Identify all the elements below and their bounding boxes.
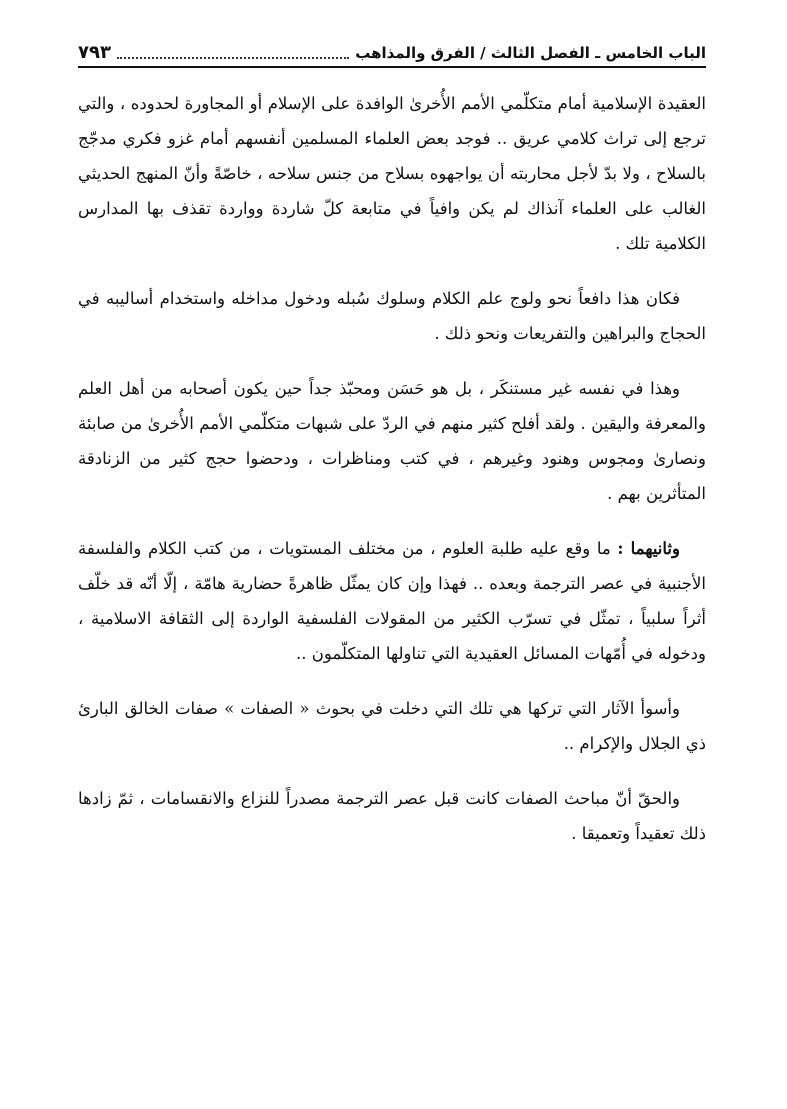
paragraph-5 bbox=[78, 691, 706, 761]
paragraph-text: وأسوأ الآثار التي تركها هي تلك التي دخلت في بحوث « الصفات » صفات الخالق البارئ ذي الجلال والإكرام .. bbox=[78, 699, 706, 753]
paragraph-text: فكان هذا دافعاً نحو ولوج علم الكلام وسلوك سُبله ودخول مداخله واستخدام أساليبه في الحجاج والبراهين والتفريعات ونحو ذلك . bbox=[78, 289, 706, 343]
paragraph-text: ما وقع عليه طلبة العلوم ، من مختلف المستويات ، من كتب الكلام والفلسفة الأجنبية في عصر الترجمة وبعده .. فهذا وإن كان يمثّل ظاهرةً حضارية هامّة ، إلّا أنّه قد خلّف أثراً سلبياً ، تمثّل في تسرّب الكثير من المقولات الفلسفية الواردة إلى الثقافة الاسلامية ، ودخوله في أُمّهات المسائل العقيدية التي تناولها المتكلّمون .. bbox=[78, 539, 706, 663]
paragraph-2 bbox=[78, 281, 706, 351]
paragraph-4 bbox=[78, 531, 706, 671]
paragraph-1 bbox=[78, 86, 706, 261]
body-text bbox=[78, 86, 706, 871]
page-header bbox=[78, 36, 706, 68]
paragraph-text: والحقّ أنّ مباحث الصفات كانت قبل عصر الترجمة مصدراً للنزاع والانقسامات ، ثمّ زادها ذلك تعقيداً وتعميقا . bbox=[78, 789, 706, 843]
running-title: الباب الخامس ـ الفصل الثالث / الفرق والمذاهب bbox=[355, 44, 706, 62]
paragraph-lead: وثانيهما : bbox=[617, 539, 680, 558]
dotted-leader bbox=[117, 57, 349, 59]
page-number: ٧٩٣ bbox=[78, 42, 111, 63]
paragraph-text: العقيدة الإسلامية أمام متكلّمي الأمم الأُخرىٰ الوافدة على الإسلام أو المجاورة لحدوده ، والتي ترجع إلى تراث كلامي عريق .. فوجد بعض العلماء المسلمين أنفسهم أمام غزو فكري مدجّج بالسلاح ، ولا بدّ لأجل محاربته أن يواجهوه بسلاح من جنس سلاحه ، خاصّةً وأنّ المنهج الحديثي الغالب على العلماء آنذاك لم يكن وافياً في متابعة كلّ شاردة وواردة تقذف بها المدارس الكلامية تلك . bbox=[78, 94, 706, 253]
paragraph-3 bbox=[78, 371, 706, 511]
paragraph-text: وهذا في نفسه غير مستنكَر ، بل هو حَسَن ومحبّذ جداً حين يكون أصحابه من أهل العلم والمعرفة واليقين . ولقد أفلح كثير منهم في الردّ على شبهات متكلّمي الأمم الأُخرىٰ من صابئة ونصارىٰ ومجوس وهنود وغيرهم ، في كتب ومناظرات ، ودحضوا حجج كثير من الزنادقة المتأثرين بهم . bbox=[78, 379, 706, 503]
paragraph-6 bbox=[78, 781, 706, 851]
